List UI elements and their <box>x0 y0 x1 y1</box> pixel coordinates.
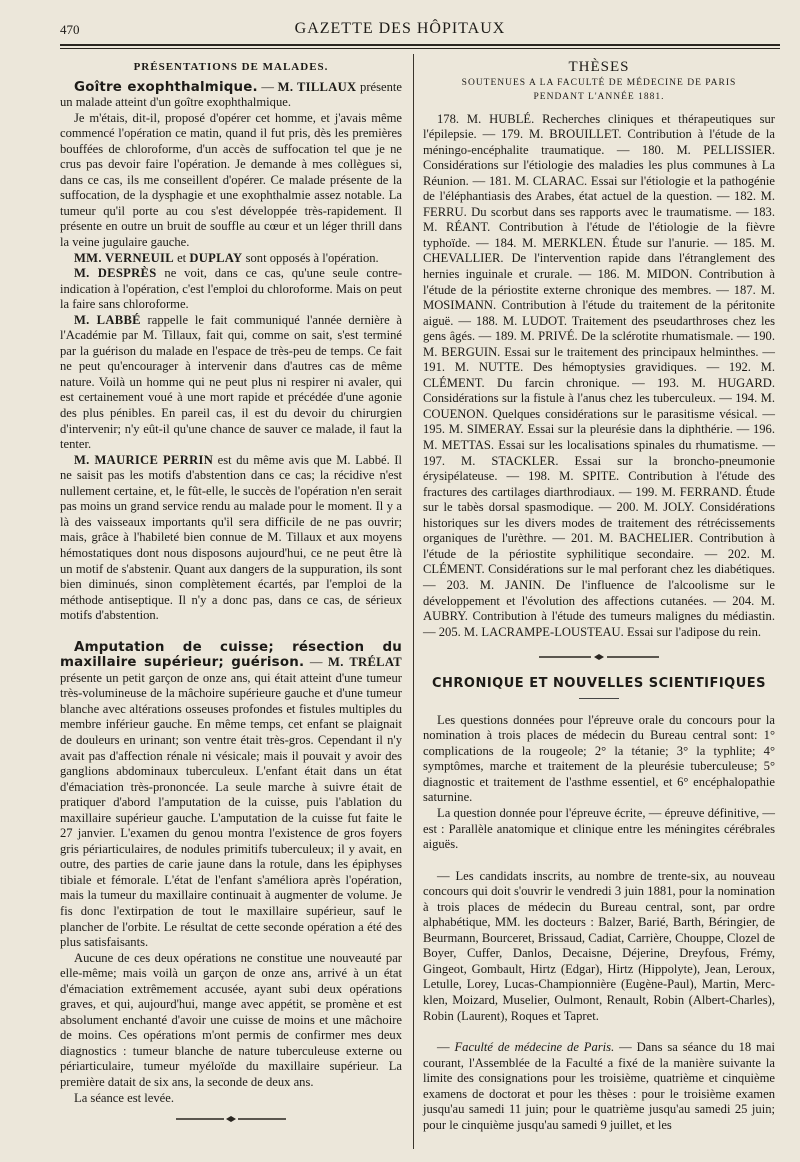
column-divider <box>413 54 414 1149</box>
seance-levee: La séance est levée. <box>74 1090 174 1105</box>
presenter-name: M. TILLAUX <box>277 79 357 94</box>
cuisse-paragraph-2: Aucune de ces deux opérations ne constitue une nouveauté par elle-même; mais voilà un garçon de onze ans, arrivé à un état d'émaciation extrêmement accusée, ayant subi deux opérations graves, et qui, aujourd'hui, mange avec appétit, se promène et est absolument enchanté d'avoir une cuisse de moins et une mâchoire de moins. Ces opérations m'ont permis de confirmer mes deux diagnostics : tumeur blanche de nature tuberculeuse externe ou périarticulaire, tumeur myéloïde du maxillaire supérieur. La première datait de six ans, la seconde de deux ans. <box>60 950 402 1089</box>
page-number: 470 <box>60 22 80 37</box>
running-head: GAZETTE DES HÔPITAUX <box>294 20 506 37</box>
cuisse-paragraph-1: Amputation de cuisse; résection du maxillaire supérieur; guérison. — M. TRÉLAT présente un petit garçon de onze ans, qui était atteint d'une tumeur très-volumineuse de la mâchoire supérieure gauche et d'une tumeur blanche avec altérations osseuses profondes et fistules multiples du membre inférieur gauche. En même temps, cet enfant se plaignait de douleurs en urinant; son ventre était très-gros. Cependant il n'y avait pas d'affection rénale ni vésicale; mais il pouvait y avoir des ganglions abdominaux tuberculeux. L'enfant était dans un état d'émaciation très-prononcée. La seule marche à suivre était de pratiquer d'abord l'amputation de la cuisse, puis l'ablation du maxillaire supérieur gauche. L'amputation de la cuisse fut faite le 27 janvier. L'examen du genou montra l'existence de gros foyers gris périarticulaires, de nodules primitifs tuberculeux; il y avait, en outre, des parties de carie jaune dans la rotule, dans les épiphyses tibiale et fémorale. L'état de l'enfant s'améliora après l'opération, mais la tumeur du maxillaire continuait à augmenter de volume. Je fis donc l'extirpation de tout le maxillaire supérieur, sauf le plancher de l'orbite. Le résultat de cette seconde opération a été des plus satisfaisants. <box>60 639 403 950</box>
theses-title: THÈSES <box>568 59 630 75</box>
short-rule <box>579 698 619 699</box>
header-rule <box>60 44 780 46</box>
chronique-paragraph-2: La question donnée pour l'épreuve écrite, — épreuve définitive, — est : Parallèle anatomique et clinique entre les méningites cérébrales aiguës. <box>423 805 775 852</box>
presenter-name-trelat: M. TRÉLAT <box>328 655 403 670</box>
ornament-divider <box>176 1114 286 1124</box>
theses-subtitle-year: PENDANT L'ANNÉE 1881. <box>533 91 665 102</box>
chronique-paragraph-3: — Les candidats inscrits, au nombre de trente-six, au nouveau concours qui doit s'ouvrir le vendredi 3 juin 1881, pour la nomination à trois places de médecin du Bureau central, sont, par ordre alphabétique, MM. les docteurs : Balzer, Barié, Barth, Béringier, de Beurmann, Bourceret, Brissaud, Cadiat, Carrière, Chouppe, Clozel de Boyer, Cuffer, Danlos, Decaisne, Déjerine, Dreyfous, Frémy, Gingeot, Gombault, Hirtz (Edgar), Hirtz (Hippolyte), Jean, Leroux, Letulle, Lorey, Lucas-Championnière (Eugène-Paul), Martin, Merc-klen, Moizard, Muselier, Oulmont, Renault, Robin (Albert-Charles), Robin (Laurent), Roques et Tapret. <box>423 868 775 1023</box>
cuisse-heading: Amputation de cuisse; résection du maxillaire supérieur; guérison. <box>60 639 402 671</box>
goitre-paragraph-4: M. DESPRÈS ne voit, dans ce cas, qu'une seule contre-indication à l'opération, c'est l'emploi du chloroforme. Mais on peut la faire sans chloroforme. <box>60 266 403 312</box>
chronique-paragraph-1: Les questions données pour l'épreuve orale du concours pour la nomination à trois places de médecin du Bureau central sont: 1° complications de la rougeole; 2° la tétanie; 3° la typhlite; 4° symptômes, marche et traitement de la pleurésie tuberculeuse; 5° diagnostic et traitement de l'asthme essentiel, et 6° encéphalopathie saturnine. <box>423 712 775 805</box>
goitre-paragraph-1: Goître exophthalmique. — M. TILLAUX présente un malade atteint d'un goître exophthalmique. <box>60 79 403 110</box>
theses-subtitle: SOUTENUES A LA FACULTÉ DE MÉDECINE DE PARIS <box>461 77 737 88</box>
goitre-heading: Goître exophthalmique. <box>74 79 258 95</box>
header-rule-thin <box>60 48 780 49</box>
goitre-paragraph-5: M. LABBÉ rappelle le fait communiqué l'année dernière à l'Académie par M. Tillaux, fait qui, comme on sait, s'est terminé par la guérison du malade en l'espace de très-peu de temps. Ce fait ne peut qu'encourager à intervenir dans d'autres cas de même nature. Voilà un homme qui ne peut plus ni respirer ni avaler, qui est certainement voué à une mort rapide et précédée d'une agonie des plus pénibles. En pareil cas, il est du devoir du chirurgien d'intervenir; n'y eût-il qu'une chance de sauver ce malade, il faut la tenter. <box>60 312 402 452</box>
theses-list: 178. M. HUBLÉ. Recherches cliniques et thérapeutiques sur l'épilepsie. — 179. M. BROUILLET. Contribution à l'étude de la méningo-encéphalite traumatique. — 180. M. PELLISSIER. Considérations sur l'étiologie des maladies les plus communes à La Réunion. — 181. M. CLARAC. Essai sur l'étiologie et la pathogénie de l'éléphantiasis des Arabes, état actuel de la question. — 182. M. FERRU. Du scorbut dans ses rapports avec le traumatisme. — 183. M. RÉANT. Contribution à l'étude de l'étiologie de la fièvre typhoïde. — 184. M. MERKLEN. Étude sur l'anurie. — 185. M. CHEVALLIER. De l'intervention rapide dans l'étranglement des hernies inguinale et crurale. — 186. M. MIDON. Contribution à l'étude de la périostite externe chronique des membres. — 187. M. MOSIMANN. Contribution à l'étude du traitement de la péritonite aiguë. — 188. M. LUDOT. Traitement des pseudarthroses chez les gens âgés. — 189. M. PRIVÉ. De la sclérotite rhumatismale. — 190. M. BERGUIN. Essai sur le traitement des principaux helminthes. — 191. M. NUTTE. Des hémoptysies gravidiques. — 192. M. CLÉMENT. Du farcin chronique. — 193. M. HUGARD. Considérations sur la fistule à l'anus chez les tuberculeux. — 194. M. COUENON. Quelques considérations sur le parasitisme vésical. — 195. M. SIMERAY. Essai sur la pleurésie dans la diphthérie. — 196. M. METTAS. Essai sur les localisations spinales du rhumatisme. — 197. M. STACKLER. Essai sur la broncho-pneumonie érysipélateuse. — 198. M. SPITE. Contribution à l'étude des fractures des cartilages diarthrodiaux. — 199. M. FERRAND. Étude sur le tabès dorsal spasmodique. — 200. M. JOLY. Considérations historiques sur les divers modes de traitement des rétrécissements organiques de l'urèthre. — 201. M. BACHELIER. Contribution à l'étude de la périostite syphilitique secondaire. — 202. M. CLÉMENT. Considérations sur le mal perforant chez les diabétiques. — 203. M. JANIN. De l'influence de l'alcoolisme sur le développement et l'évolution des affections cutanées. — 204. M. AUBRY. Contribution à l'étude des tumeurs malignes du médiastin. — 205. M. LACRAMPE-LOUSTEAU. Essai sur l'adipose du rein. <box>423 111 775 639</box>
chronique-title: CHRONIQUE ET NOUVELLES SCIENTIFIQUES <box>431 676 767 692</box>
section-title-presentations: PRÉSENTATIONS DE MALADES. <box>133 61 329 73</box>
chronique-paragraph-4: — Faculté de médecine de Paris. — Dans sa séance du 18 mai courant, l'Assemblée de la Faculté a fixé de la manière suivante la limite des consignations pour les troisième, quatrième et cinquième examens de doctorat et pour les thèses : pour le troisième examen jusqu'au samedi 11 juin; pour le quatrième jusqu'au samedi 25 juin; pour le cinquième jusqu'au samedi 9 juillet, et les <box>423 1040 775 1132</box>
ornament-divider-right <box>539 652 659 662</box>
goitre-paragraph-3: MM. VERNEUIL et DUPLAY sont opposés à l'opération. <box>74 250 379 265</box>
goitre-paragraph-2: Je m'étais, dit-il, proposé d'opérer cet homme, et j'avais même commencé l'opération ce matin, quand il fut pris, dès les premières bouffées de chloroforme, d'un accès de suffocation tel que je ne crus pas devoir faire l'opération. Je demande à mes collègues si, dans ce cas, ils me conseillent d'opérer. Ce malade présente de la suffocation, de la dysphagie et une exophthalmie assez notable. La tumeur qu'il porte au cou s'est développée très-rapidement. Il présente en outre un bruit de souffle au cœur et un léger thrill dans la veine jugulaire gauche. <box>60 110 402 250</box>
goitre-paragraph-6: M. MAURICE PERRIN est du même avis que M. Labbé. Il ne saisit pas les motifs d'abstention dans ce cas; la récidive n'est nullement certaine, et, le fût-elle, le succès de l'opération n'en serait pas moins un grand service rendu au malade pour le moment. Il y a là des vaisseaux importants qu'il sera difficile de ne pas ouvrir; mais, grâce à l'habileté bien connue de M. Tillaux et aux moyens hémostatiques dont nous disposons aujourd'hui, ce ne peut être là un motif de s'abstenir. Quant aux dangers de la suppuration, ils sont bien diminués, sinon complètement écartés, par l'emploi de la méthode antiseptique. Il n'y a donc pas, dans ce cas, de sérieux motifs d'abstention. <box>60 452 402 623</box>
left-column <box>60 58 402 1124</box>
right-column <box>423 58 775 1133</box>
